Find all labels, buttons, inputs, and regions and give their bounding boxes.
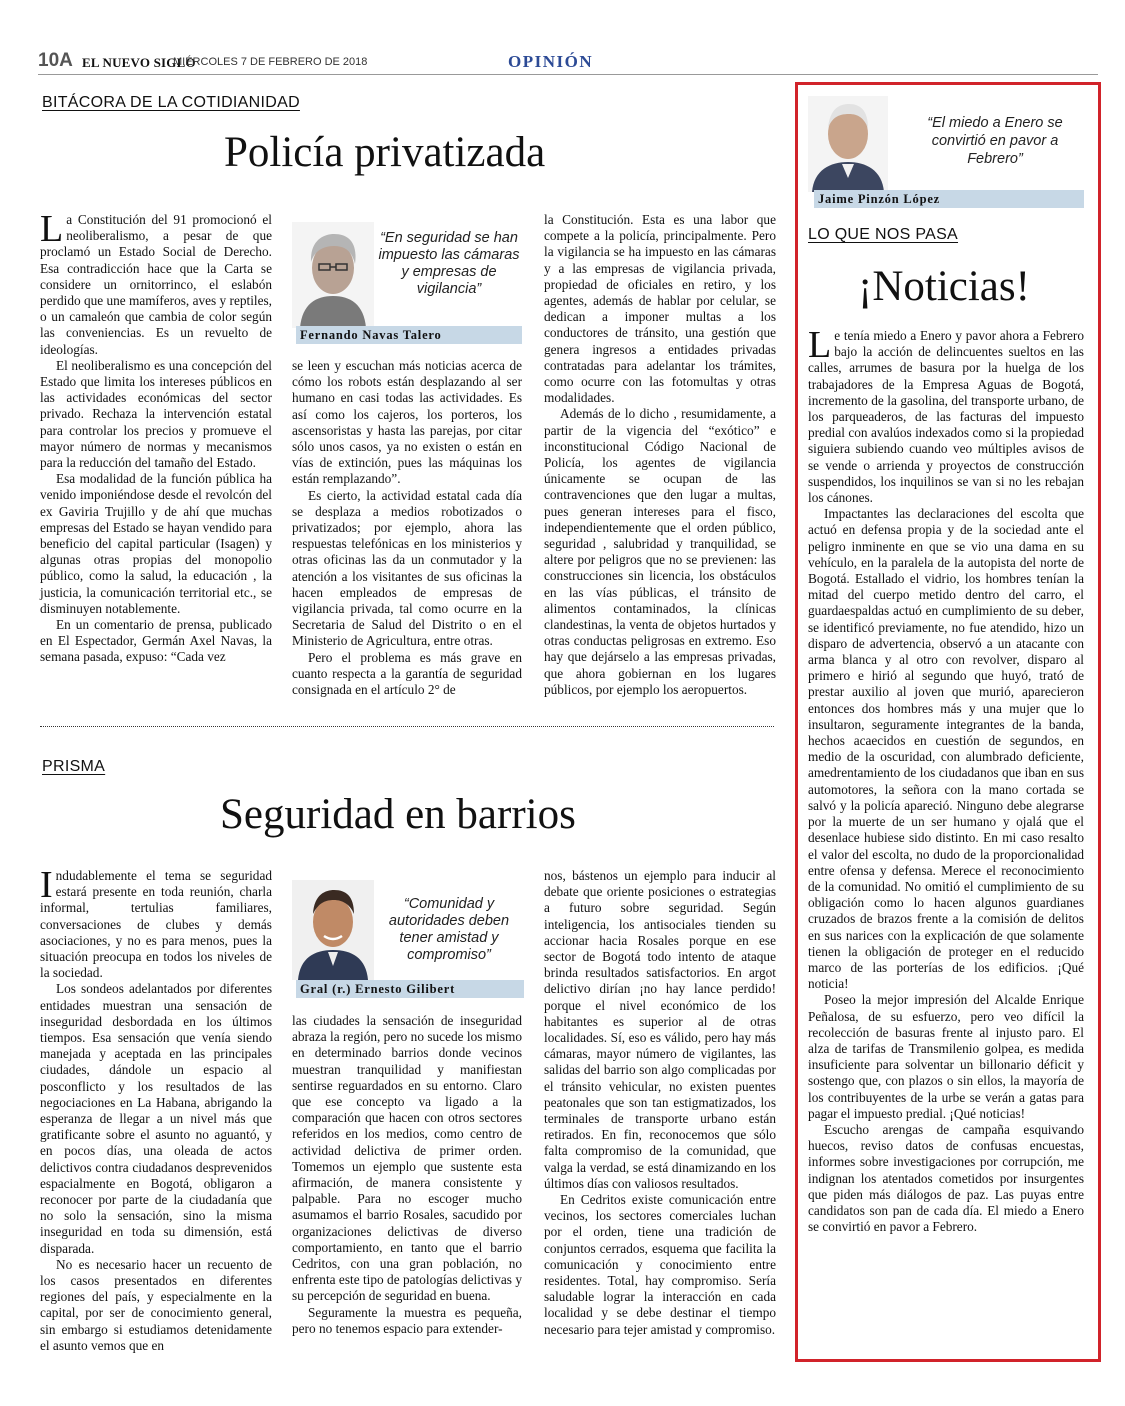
- paragraph-text: ndudablemente el tema se seguridad estará presente en toda reunión, charla informal, tertulias familiares, conversaciones de clubes y demás asociaciones, y no es para menos, pues la situación preocupa en todos los niveles de la sociedad.: [40, 868, 272, 981]
- article3-headline: ¡Noticias!: [858, 263, 1030, 310]
- paragraph: Impactantes las declaraciones del escolta que actuó en defensa propia y de la sociedad ante el peligro inminente en que se vio una dama en su vehículo, en la paralela de la autopista del norte de Bogotá. Estallado el vidrio, los hombres tenían la mitad del cuerpo metido dentro del carro, el guardaespaldas actuó en cumplimiento de su deber, se identificó previamente, no fue atendido, hizo un disparo de advertencia, observó a un atacante con arma blanca y al otro con revolver, disparo al primero e hirió al segundo que huyó, trató de prestar auxilio al joven que murió, aparecieron entonces dos hombres más y una mujer que lo insultaron, seguramente integrantes de la banda, hechos acaecidos en cuestión de segundos, en medio de la oscuridad, con alumbrado deficiente, amedrentamiento de los ciudadanos que iban en sus automotores, la señora con la mano cortada se salvó y la policía apareció. Ninguno debe alegrarse por la muerte de un ser humano y ojalá que el desenlace hubiese sido distinto. En mi caso resalto el valor del escolta, no dudo de la proporcionalidad entre ofensa y defensa. Merece el reconocimiento de la comunidad. No omitió el cumplimiento de su obligación como lo hacen algunos guardianes cruzados de brazos frente a la comisión de delitos en sus narices con la explicación de que solamente tienen la obligación de proteger en el reducido marco de las porterías de los edificios. ¡Qué noticia!: [808, 506, 1084, 992]
- article3-author-box: [808, 96, 1088, 206]
- paragraph: la Constitución. Esta es una labor que compete a la policía, principalmente. Pero la vigilancia se ha impuesto en las cámaras y a las empresas de vigilancia privada, propiedad de oficiales en retiro, y los agentes, además de hablar por celular, se dedican a imponer multas a los conductores de tránsito, una gestión que genera ingresos a entidades privadas contratadas para adelantar los trámites, como ocurre con las fotomultas y otras modalidades.: [544, 212, 776, 406]
- page-number: 10A: [38, 50, 73, 71]
- article3-body: [808, 324, 1084, 1235]
- paragraph: las ciudades la sensación de inseguridad abraza la región, pero no sucede los mismo en determinado barrios donde vecinos muestran tranquilidad y manifiestan sentirse reguardados en su entorno. Claro que ese concepto va ligado a la comparación que hacen con otros sectores referidos en los medios, como centro de actividad delictiva de primer orden. Tomemos un ejemplo que sustente esta afirmación, de manera consistente y palpable. Para no escoger mucho asumamos el barrio Rosales, sacudido por organizaciones delictivas de diverso comportamiento, en tanto que el barrio Cedritos, con una gran población, no enfrenta este tipo de patologías delictivas y su percepción de seguridad en buena.: [292, 1013, 522, 1304]
- issue-date: MIÉRCOLES 7 DE FEBRERO DE 2018: [173, 56, 368, 68]
- paragraph: En Cedritos existe comunicación entre vecinos, los sectores comerciales luchan por el orden, tiene una tradición de conjuntos cerrados, esquema que facilita la comunicación y conocimiento entre residentes. Total, hay compromiso. Sería saludable lograr la interacción en cada localidad y se debe destinar el tiempo necesario para tejer amistad y compromiso.: [544, 1192, 776, 1337]
- paragraph: se leen y escuchan más noticias acerca de cómo los robots están desplazando al ser humano en casi todas las actividades. Es así como los cajeros, los porteros, los ascensoristas y hasta las parejas, por citar sólo unos casos, ya no existen o están en vías de extinción, pues las máquinas los están remplazando”.: [292, 358, 522, 487]
- paragraph: Además de lo dicho , resumidamente, a partir de la vigencia del “exótico” e inconstitucional Código Nacional de Policía, los agentes de vigilancia únicamente se ocupan de las contravenciones que den lugar a multas, pues generan intereses para el fisco, independientemente que el orden público, seguridad , salubridad y tranquilidad, se altere por peligros que no se previenen: las construcciones sin licencia, los obstáculos en las vías públicas, el tránsito de alimentos contaminados, la clínicas clandestinas, la venta de objetos hurtados y otras conductas peligrosas en extremo. Eso hay que dejárselo a las empresas privadas, que ahora gobiernan en los lugares públicos, por ejemplo los aeropuertos.: [544, 406, 776, 697]
- article1-kicker: BITÁCORA DE LA COTIDIANIDAD: [42, 94, 300, 111]
- article2-column-3: [544, 868, 776, 1338]
- page-header: [38, 48, 1098, 76]
- article2-headline: Seguridad en barrios: [220, 791, 576, 838]
- article1-column-3: [544, 212, 776, 698]
- article2-column-2: [292, 1013, 522, 1337]
- pull-quote: “El miedo a Enero se convirtió en pavor a Febrero”: [927, 115, 1063, 167]
- article1-column-1: [40, 208, 272, 666]
- newspaper-name: EL NUEVO SIGLO: [82, 55, 196, 70]
- article3-kicker: LO QUE NOS PASA: [808, 226, 959, 243]
- paragraph: El neoliberalismo es una concepción del Estado que limita los intereses públicos en las actividades económicas del sector privado. Rechaza la intervención estatal para controlar los precios y promueve el mayor número de normas y mecanismos para la reducción del tamaño del Estado.: [40, 357, 272, 471]
- article1-author-box: [292, 222, 522, 347]
- article2-column-1: [40, 864, 272, 1354]
- author-portrait-icon: [292, 880, 374, 980]
- article2-author-box: [292, 880, 524, 1000]
- author-portrait-icon: [292, 222, 374, 328]
- article2-kicker: PRISMA: [42, 758, 106, 775]
- paragraph: Indudablemente el tema se seguridad estará presente en toda reunión, charla informal, tertulias familiares, conversaciones de clubes y demás asociaciones, y no es para menos, pues la situación preocupa en todos los niveles de la sociedad.: [40, 864, 272, 981]
- paragraph: La Constitución del 91 promocionó el neoliberalismo, a pesar de que proclamó un Estado Social de Derecho. Esa contradicción hace que la Carta se considere un ornitorrinco, el eslabón perdido que une mamíferos, aves y reptiles, o un camaleón que cambia de color según las conveniencias. Es un revuelto de ideologías.: [40, 208, 272, 357]
- paragraph: Es cierto, la actividad estatal cada día se desplaza a medios robotizados o privatizados; por ejemplo, ahora las respuestas telefónicas en los ministerios y otras oficinas las da un conmutador y la atención a los visitantes de sus oficinas la hacen empleados de empresas de vigilancia privada, tal como ocurre en la Secretaria de Salud del Distrito o en el Ministerio de Agricultura, entre otras.: [292, 487, 522, 649]
- paragraph: No es necesario hacer un recuento de los casos presentados en diferentes regiones del país, y especialmente en la capital, por ser de conocimiento general, sin embargo si estudiamos detenidamente el asunto vemos que en: [40, 1256, 272, 1353]
- pull-quote: “Comunidad y autoridades deben tener amistad y compromiso”: [388, 896, 510, 963]
- author-name: Jaime Pinzón López: [814, 190, 1084, 208]
- paragraph: Pero el problema es más grave en cuanto respecta a la garantía de seguridad consignada en el artículo 2° de: [292, 649, 522, 698]
- article-divider: [40, 726, 774, 727]
- paragraph-text: a Constitución del 91 promocionó el neoliberalismo, a pesar de que proclamó un Estado Social de Derecho. Esa contradicción hace que la Carta se considere un ornitorrinco, el eslabón perdido que une mamíferos, aves y reptiles, o un camaleón que cambia de color según las conveniencias. Es un revuelto de ideologías.: [40, 212, 272, 357]
- author-name: Fernando Navas Talero: [296, 326, 522, 344]
- section-name: OPINIÓN: [508, 52, 594, 71]
- paragraph: Poseo la mejor impresión del Alcalde Enrique Peñalosa, de su esfuerzo, pero veo difícil la recolección de basuras frente al injusto paro. El alza de tarifas de Transmilenio golpea, es medida insuficiente para solventar un billonario déficit y sostengo que, con plazos o sin ellos, la mayoría de los contribuyentes de la urbe se verán a gatas para pagar el impuesto predial. ¡Qué noticias!: [808, 992, 1084, 1121]
- pull-quote: “En seguridad se han impuesto las cámaras y empresas de vigilancia”: [378, 230, 520, 297]
- author-portrait-icon: [808, 96, 888, 192]
- article1-column-2: [292, 358, 522, 698]
- paragraph: nos, bástenos un ejemplo para inducir al debate que oriente posiciones o estrategias a futuro sobre seguridad. Según inteligencia, los antisociales tienden su accionar hacia Rosales porque en ese sector de Bogotá todo intento de ataque brinda resultados satisfactorios. En argot delictivo dirían ¡no hay lance perdido! porque el nivel económico de los habitantes es superior al de otras localidades. Sí, eso es válido, pero hay más cámaras, mayor número de vigilantes, las salidas del barrio son algo complicadas por el tránsito vehicular, no existen puentes peatonales que son tan estigmatizados, los terminales de transporte urbano están retirados. En fin, reconocemos que sólo falta compromiso de la comunidad, que valga la verdad, se está dinamizando en los últimos días con valiosos resultados.: [544, 868, 776, 1191]
- paragraph: Seguramente la muestra es pequeña, pero no tenemos espacio para extender-: [292, 1304, 522, 1336]
- paragraph: Escucho arengas de campaña esquivando huecos, reviso datos de confusas encuestas, informes sobre investigaciones por corrupción, me indignan los atentados cometidos por insurgentes que piden más diálogos de paz. Las puyas entre candidatos son pan de cada día. El miedo a Enero se convirtió en pavor a Febrero.: [808, 1121, 1084, 1235]
- paragraph-text: e tenía miedo a Enero y pavor ahora a Febrero bajo la acción de delincuentes sueltos en las calles, arrumes de basura por la huelga de los trabajadores de la Empresa Aguas de Bogotá, incremento de la gasolina, del transporte urbano, de los parqueaderos, de las facturas del impuesto predial con avalúos indexados como si la propiedad siguiera subiendo cuando veo múltiples avisos de se vende o arrienda y proyectos de construcción suspendidos, los inquilinos se van si no les rebajan los cánones.: [808, 328, 1084, 506]
- paragraph: Le tenía miedo a Enero y pavor ahora a Febrero bajo la acción de delincuentes sueltos en las calles, arrumes de basura por la huelga de los trabajadores de la Empresa Aguas de Bogotá, incremento de la gasolina, del transporte urbano, de los parqueaderos, de las facturas del impuesto predial con avalúos indexados como si la propiedad siguiera subiendo cuando veo múltiples avisos de se vende o arrienda y proyectos de construcción suspendidos, los inquilinos se van si no les rebajan los cánones.: [808, 324, 1084, 506]
- paragraph: Los sondeos adelantados por diferentes entidades muestran una sensación de inseguridad desbordada en los últimos tiempos. Esa sensación que venía siendo manejada y aceptada en las principales ciudades, dándole un espacio al posconflicto y los resultados de las negociaciones en La Habana, abrigando la esperanza de llegar a un nivel más que gratificante sobre el asunto no aguantó, y en pocos días, una oleada de actos delictivos contra ciudadanos desprevenidos espacialmente en Bogotá, obligaron a reconocer por parte de la ciudadanía que no solo la sensación, sino la misma inseguridad en toda su dimensión, está disparada.: [40, 981, 272, 1256]
- author-name: Gral (r.) Ernesto Gilibert: [296, 980, 524, 998]
- paragraph: En un comentario de prensa, publicado en El Espectador, Germán Axel Navas, la semana pasada, expuso: “Cada vez: [40, 617, 272, 665]
- header-rule: [38, 74, 1098, 75]
- article1-headline: Policía privatizada: [224, 129, 546, 176]
- paragraph: Esa modalidad de la función pública ha venido imponiéndose desde el revolcón del ex Gaviria Trujillo y de ahí que muchas empresas del Estado se hayan vendido para beneficio del capital particular (Isagen) y algunas otras propias del monopolio público, como la salud, la educación , la justicia, la comunicación territorial etc., se disminuyen notablemente.: [40, 471, 272, 616]
